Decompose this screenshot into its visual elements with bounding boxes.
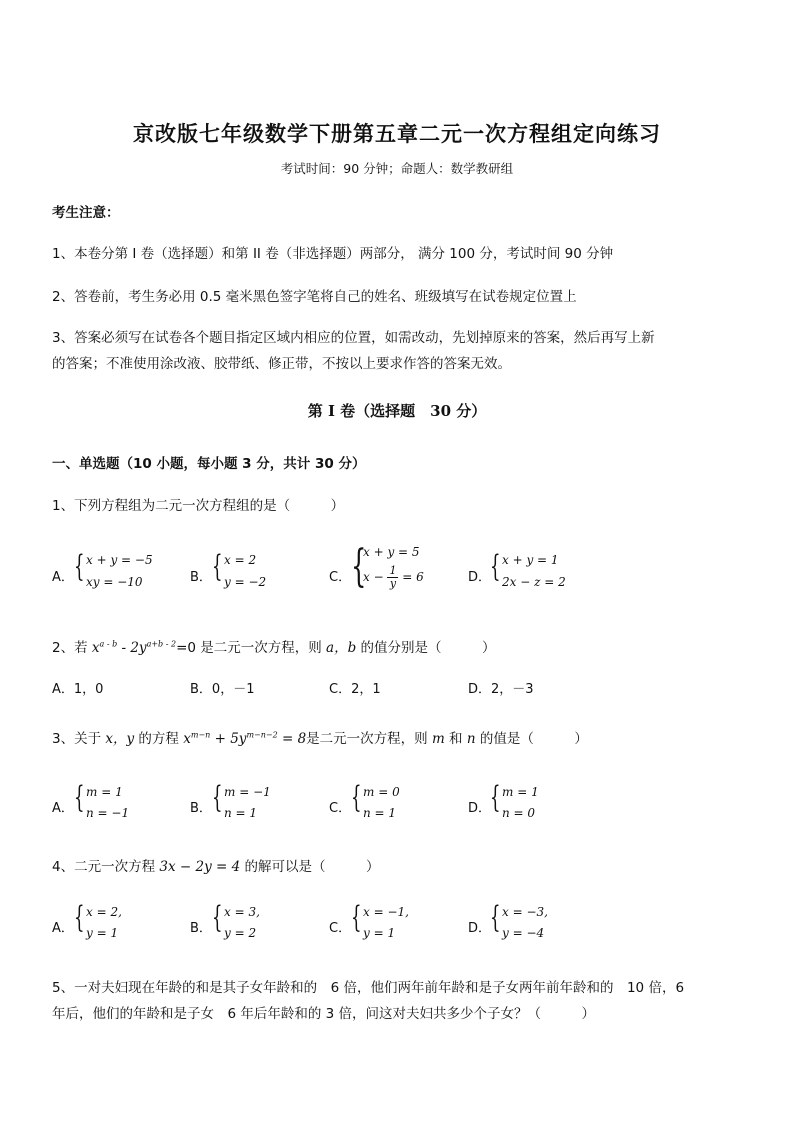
question-5-stem-continued: 年后，他们的年龄和是子女 6 年后年龄和的 3 倍，问这对夫妇共多少个子女？（ ） <box>52 1006 596 1022</box>
question-2-option-b: B．0，－1 <box>190 682 255 697</box>
brace: { <box>212 900 223 935</box>
notice-item-1: 1、本卷分第 I 卷（选择题）和第 II 卷（非选择题）两部分， 满分 100 分，考试时间 90 分钟 <box>52 246 614 262</box>
notice-heading: 考生注意： <box>52 205 120 221</box>
brace: { <box>212 780 223 815</box>
question-3-stem: 3、关于 x，y 的方程 $x^{m-n} + 5y^{m-n-2} = 8$是二元一次方程，则 m 和 n 的值是（ ） <box>52 730 588 747</box>
notice-item-3: 3、答案必须写在试卷各个题目指定区域内相应的位置，如需改动，先划掉原来的答案，然后再写上新 <box>52 330 655 346</box>
brace: { <box>74 900 85 935</box>
brace: { <box>212 549 223 584</box>
page-title: 京改版七年级数学下册第五章二元一次方程组定向练习 <box>133 121 661 146</box>
question-5-stem: 5、一对夫妇现在年龄的和是其子女年龄和的 6 倍，他们两年前年龄和是子女两年前年龄和的 10 倍，6 <box>52 980 685 996</box>
exam-info: 考试时间：90 分钟；命题人：数学教研组 <box>280 161 514 176</box>
question-2-option-c: C．2，1 <box>329 682 381 697</box>
notice-item-3-continued: 的答案；不准使用涂改液、胶带纸、修正带，不按以上要求作答的答案无效。 <box>52 356 511 372</box>
fraction: $\frac{1}{y}$ <box>389 564 397 590</box>
brace: { <box>351 780 362 815</box>
brace: { <box>490 549 501 584</box>
question-1-stem: 1、下列方程组为二元一次方程组的是（ ） <box>52 498 345 514</box>
brace: { <box>74 549 85 584</box>
brace: { <box>351 900 362 935</box>
question-2-stem: 2、若 $x^{a - b} - 2y^{a+b - 2}=0$ 是二元一次方程，则 a，b 的值分别是（ ） <box>52 639 496 656</box>
question-4-stem: 4、二元一次方程 3x − 2y = 4 的解可以是（ ） <box>52 859 380 875</box>
question-2-option-d: D．2，－3 <box>468 682 534 697</box>
brace: { <box>74 780 85 815</box>
question-2-option-a: A．1，0 <box>52 682 104 697</box>
exam-page: 京改版七年级数学下册第五章二元一次方程组定向练习 考试时间：90 分钟；命题人：数学教研组 考生注意： 1、本卷分第 I 卷（选择题）和第 II 卷（非选择题）两部分， 满分 100 分，考试时间 90 分钟 2、答卷前，考生务必用 0.5 毫米黑色签字笔将自己的姓名、班级填写在试卷规定位置上 3、答案必须写在试卷各个题目指定区域内相应的位置，如需改动，先划掉原来的答案，然后再写上新 的答案；不准使用涂改液、胶带纸、修正带，不按以上要求作答的答案无效。 第 I 卷（选择题 30 分） 一、单选题（10 小题，每小题 3 分，共计 30 分） 1、下列方程组为二元一次方程组的是（ ） A． { x + y = −5 xy = −10 B． { x = 2 y = −2 C． { x + y = 5 x − $\frac{1}{y}$ = 6 D． { x + y = 1 2x − z = 2 2、若 $x^{a - b} - 2y^{a+b - 2}=0$ 是二元一次方程，则 a，b 的值分别是（ ） A．1，0 B．0，－1 C．2，1 D．2，－3 3、关于 x，y 的方程 $x^{m-n} + 5y^{m-n-2} = 8$是二元一次方程，则 m 和 n 的值是（ ） A． { m = 1 n = −1 B． { m = −1 n = 1 C． { m = 0 n = 1 D． { m = 1 n = 0 4、二元一次方程 3x − 2y = 4 的解可以是（ ） A． { x = 2, y = 1 B． { x = 3, y = 2 C． { x = −1, y = 1 D． { x = −3, y = −4 5、一对夫妇现在年龄的和是其子女年龄和的 6 倍，他们两年前年龄和是子女两年前年龄和的 10 倍，6 年后，他们的年龄和是子女 6 年后年龄和的 3 倍，问这对夫妇共多少个子女？（ ） <box>0 0 794 1123</box>
notice-item-2: 2、答卷前，考生务必用 0.5 毫米黑色签字笔将自己的姓名、班级填写在试卷规定位置上 <box>52 289 577 305</box>
brace: { <box>490 780 501 815</box>
part-heading: 一、单选题（10 小题，每小题 3 分，共计 30 分） <box>52 456 366 472</box>
brace: { <box>490 900 501 935</box>
section-title: 第 I 卷（选择题 30 分） <box>307 402 487 420</box>
brace: { <box>351 541 367 592</box>
